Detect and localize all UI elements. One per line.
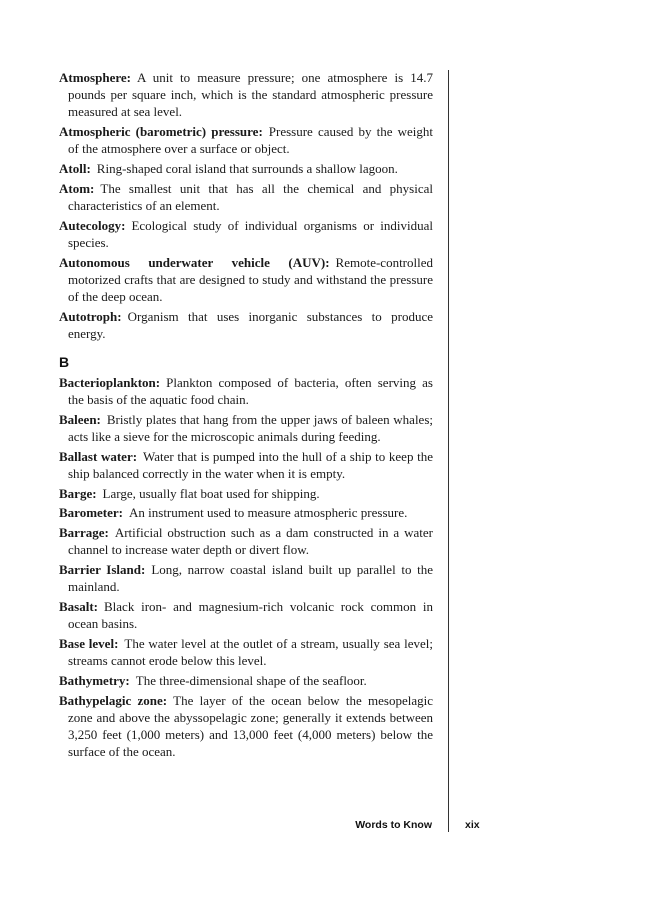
section-letter-b: B [59, 354, 70, 371]
glossary-definition: Water that is pumped into the hull of a ship to keep the ship balanced correctly in the water when it is empty. [68, 448, 433, 482]
glossary-definition: The layer of the ocean below the mesopelagic zone and above the abyssopelagic zone; generally it extends between 3,250 feet (1,000 meters) and 13,000 feet (4,000 meters) below the surface of the ocean. [68, 692, 434, 760]
glossary-definition: Artificial obstruction such as a dam constructed in a water channel to increase water depth or divert flow. [68, 525, 433, 558]
glossary-term: Autonomous underwater vehicle (AUV): [59, 254, 330, 270]
glossary-entry [59, 524, 433, 558]
glossary-term: Barrage: [59, 525, 109, 541]
glossary-entry [59, 561, 433, 595]
glossary-definition: Remote-controlled motorized crafts that are designed to study and withstand the pressure of the deep ocean. [68, 254, 433, 304]
glossary-entry [59, 308, 433, 342]
glossary-section-a [59, 69, 433, 342]
page-number: xix [465, 819, 480, 831]
glossary-definition: Pressure caused by the weight of the atmosphere over a surface or object. [68, 124, 433, 157]
glossary-term: Atoll: [59, 161, 91, 177]
glossary-definition: A unit to measure pressure; one atmosphere is 14.7 pounds per square inch, which is the standard atmospheric pressure measured at sea level. [68, 70, 433, 120]
glossary-term: Ballast water: [59, 448, 138, 464]
glossary-definition: The smallest unit that has all the chemical and physical characteristics of an element. [68, 180, 433, 213]
glossary-term: Atom: [59, 180, 95, 196]
glossary-definition: Long, narrow coastal island built up parallel to the mainland. [68, 562, 433, 595]
glossary-entry [59, 504, 433, 521]
glossary-term: Bathypelagic zone: [59, 692, 168, 708]
glossary-definition: Black iron- and magnesium-rich volcanic rock common in ocean basins. [68, 598, 433, 632]
glossary-entry [59, 69, 433, 121]
glossary-term: Bathymetry: [59, 672, 130, 688]
glossary-definition: Ring-shaped coral island that surrounds a shallow lagoon. [96, 161, 398, 177]
glossary-entry [59, 692, 433, 761]
column-rule [448, 70, 449, 832]
glossary-entry [59, 635, 433, 669]
glossary-term: Basalt: [59, 598, 98, 614]
glossary-term: Barrier Island: [59, 562, 146, 578]
glossary-entry [59, 254, 433, 306]
glossary-entry [59, 411, 433, 445]
glossary-definition: The three-dimensional shape of the seafloor. [135, 672, 367, 688]
glossary-term: Barge: [59, 485, 97, 501]
glossary-entry [59, 448, 433, 482]
glossary-section-b [59, 374, 433, 760]
glossary-entry [59, 123, 433, 157]
glossary-definition: Ecological study of individual organisms or individual species. [68, 217, 433, 250]
glossary-term: Base level: [59, 635, 119, 651]
glossary-term: Autotroph: [59, 308, 122, 324]
glossary-entry [59, 485, 433, 502]
glossary-entry [59, 217, 433, 251]
glossary-entry [59, 374, 433, 408]
glossary-term: Bacterioplankton: [59, 375, 161, 391]
glossary-definition: Plankton composed of bacteria, often serving as the basis of the aquatic food chain. [68, 375, 433, 408]
glossary-definition: Large, usually flat boat used for shipping. [102, 485, 320, 501]
glossary-term: Autecology: [59, 217, 126, 233]
glossary-definition: An instrument used to measure atmospheric pressure. [129, 505, 408, 521]
glossary-column [59, 69, 433, 763]
glossary-definition: Organism that uses inorganic substances to produce energy. [68, 308, 433, 341]
glossary-entry [59, 160, 433, 177]
glossary-term: Barometer: [59, 505, 124, 521]
glossary-entry [59, 598, 433, 632]
glossary-entry [59, 180, 433, 214]
glossary-definition: Bristly plates that hang from the upper jaws of baleen whales; acts like a sieve for the microscopic animals during feeding. [68, 411, 433, 445]
glossary-term: Baleen: [59, 411, 101, 427]
running-footer-label: Words to Know [355, 819, 432, 831]
glossary-definition: The water level at the outlet of a stream, usually sea level; streams cannot erode below this level. [68, 635, 433, 669]
glossary-term: Atmosphere: [59, 70, 131, 85]
glossary-term: Atmospheric (barometric) pressure: [59, 124, 263, 140]
glossary-entry [59, 672, 433, 689]
